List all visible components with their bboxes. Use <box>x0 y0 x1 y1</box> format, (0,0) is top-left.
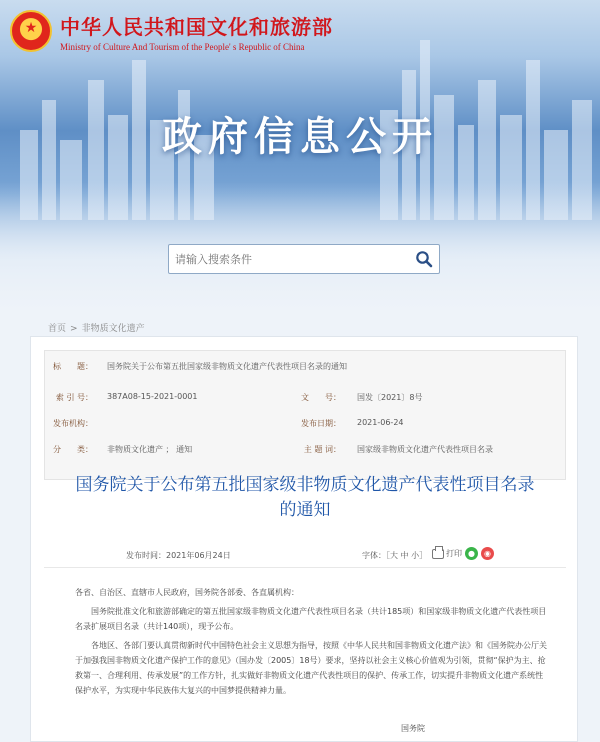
article-title <box>71 473 539 523</box>
search-input[interactable] <box>169 245 409 273</box>
metadata-table <box>44 350 566 480</box>
print-label: 打印 <box>446 549 462 558</box>
article-salutation: 各省、自治区、直辖市人民政府，国务院各部委、各直属机构： <box>75 588 299 597</box>
weibo-share-icon[interactable]: ◉ <box>481 547 494 560</box>
article-card <box>30 336 578 742</box>
ministry-name-en: Ministry of Culture And Tourism of the People' s Republic of China <box>60 41 305 52</box>
meta-category-label: 分 类： <box>53 445 93 454</box>
meta-doc-label: 文 号： <box>301 393 341 402</box>
national-emblem-icon <box>10 10 52 52</box>
breadcrumb-home-link[interactable]: 首页 <box>48 324 67 334</box>
publish-time: 发布时间：2021年06月24日 <box>126 551 231 560</box>
article-paragraph-1: 国务院批准文化和旅游部确定的第五批国家级非物质文化遗产代表性项目名录（共计185项）和国家级非物质文化遗产代表性项目名录扩展项目名录（共计140项），现予公布。 <box>75 607 547 631</box>
meta-keywords-label: 主 题 词： <box>303 445 341 454</box>
meta-row-issuer <box>45 418 567 440</box>
meta-title-label: 标 题： <box>53 362 93 371</box>
meta-date-label: 发布日期： <box>301 419 341 428</box>
meta-row-index <box>45 392 567 414</box>
article-paragraph-2: 各地区、各部门要认真贯彻新时代中国特色社会主义思想为指导，按照《中华人民共和国非物质文化遗产法》和《国务院办公厅关于加强我国非物质文化遗产保护工作的意见》（国办发〔2005〕18号）要求，坚持以社会主义核心价值观为引领，贯彻“保护为主、抢救第一、合理利用、传承发展”的工作方针，扎实做好非物质文化遗产代表性项目的保护、传承工作，切实提升非物质文化遗产系统性保护水平，为实现中华民族伟大复兴的中国梦提供精神力量。 <box>75 641 547 695</box>
font-size-switcher[interactable]: 字体：［大 中 小］ <box>362 551 428 560</box>
search-bar <box>168 244 440 274</box>
search-icon <box>415 250 433 268</box>
ministry-logo[interactable] <box>10 10 333 52</box>
print-button[interactable] <box>432 548 462 559</box>
article-title-line2: 的通知 <box>279 500 331 520</box>
article-body <box>75 585 551 702</box>
meta-keywords-value: 国家级非物质文化遗产代表性项目名录 <box>357 445 493 454</box>
article-title-line1: 国务院关于公布第五批国家级非物质文化遗产代表性项目名录 <box>75 475 535 495</box>
breadcrumb <box>48 321 145 334</box>
breadcrumb-separator: > <box>70 324 78 334</box>
meta-index-label: 索 引 号： <box>55 393 93 402</box>
meta-index-value: 387A08-15-2021-0001 <box>107 392 198 401</box>
meta-row-category <box>45 444 567 466</box>
meta-category-value: 非物质文化遗产 ； 通知 <box>107 445 193 454</box>
header-banner <box>0 0 600 312</box>
print-icon <box>432 549 444 559</box>
meta-date-value: 2021-06-24 <box>357 418 404 427</box>
meta-row-title <box>45 361 567 383</box>
wechat-share-icon[interactable]: ● <box>465 547 478 560</box>
ministry-name-cn: 中华人民共和国文化和旅游部 <box>60 14 333 39</box>
meta-title-value: 国务院关于公布第五批国家级非物质文化遗产代表性项目名录的通知 <box>107 362 347 371</box>
breadcrumb-current-link[interactable]: 非物质文化遗产 <box>81 324 145 334</box>
meta-doc-value: 国发〔2021〕8号 <box>357 393 423 402</box>
meta-issuer-label: 发布机构： <box>53 419 93 428</box>
article-signature: 国务院 <box>401 724 425 733</box>
search-button[interactable] <box>409 245 439 273</box>
page-title: 政府信息公开 <box>162 114 438 160</box>
divider <box>44 567 566 568</box>
article-info-bar <box>44 547 566 565</box>
